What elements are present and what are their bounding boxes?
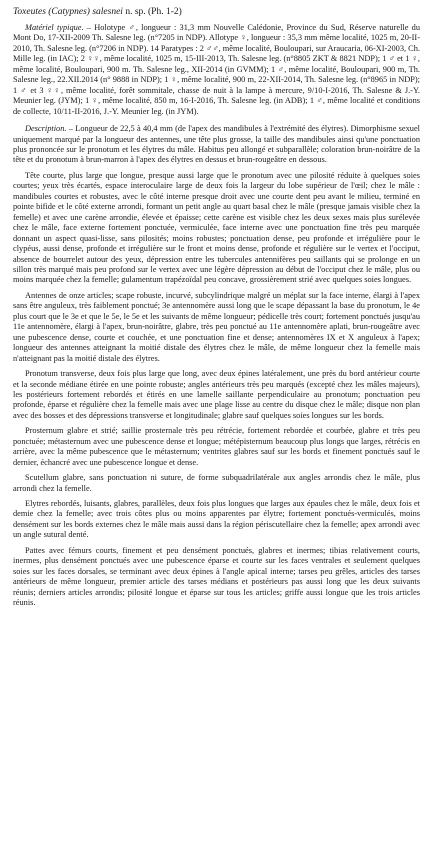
species-heading — [13, 6, 420, 18]
type-material-text: – Holotype ♂, longueur : 31,3 mm Nouvelle Calédonie, Province du Sud, Réserve naturelle du Mont Do, 17-XII-2009 Th. Salesne leg. (n°7205 in NDP). Allotype ♀, longueur : 35,3 mm même localité, 1025 m, 20-II-2010, Th. Salesne leg. (n°7206 in NDP). 14 Paratypes : 2 ♂♂, même localité, Bouloupari, sur Araucaria, 06-XI-2003, Ch. Mille leg. (in IAC); 2 ♀♀, même localité, 1025 m, 15-III-2013, Th. Salesne leg. (n°8805 ZKT & 8821 NDP); 1 ♂ et 1 ♀, même localité, Bouloupari, 900 m. Th. Salesne leg., XII-2014 (in GVMM); 1 ♂, même localité, Bouloupari, 900 m, Th. Salesne leg., 22.XII.2014 (n° 9888 in NDP); 1 ♀, même localité, 900 m, 22-XII-2014, Th. Salesne leg. (n°8965 in NDP); 1 ♂ et 3 ♀♀, même localité, forêt sommitale, chasse de nuit à la lampe à mercure, 9/10-I-2016, Th. Salesne & J.-Y. Meunier leg. (JYM); 1 ♀, même localité, 850 m, 16-I-2016, Th. Salesne leg. (in ADB); 1 ♂, même localité et conditions de collecte, 10/11-II-2016, J.-Y. Meunier leg. (in JYM). — [13, 23, 420, 116]
paragraph-scutellum: Scutellum glabre, sans ponctuation ni suture, de forme subquadrilatérale aux angles arrondis chez le mâle, plus arrondi chez la femelle. — [13, 473, 420, 493]
species-name: Toxeutes (Catypnes) salesnei — [13, 7, 123, 17]
description-paragraph — [13, 124, 420, 166]
type-material-paragraph — [13, 23, 420, 117]
paragraph-legs: Pattes avec fémurs courts, finement et peu densément ponctués, glabres et inermes; tibias relativement courts, inermes, plus densément ponctués avec une pubescence éparse et courte sur les faces ventrales et seulement quelques soies sur les faces dorsales, se terminant avec deux épines à l'angle apical interne; tarses peu grêles, articles des tarses antérieurs de même longueur, premier article des tarses médians et postérieurs pas aussi long que les deux suivants réunis; derniers articles arrondis; pilosité longue et éparse sur tous les articles; griffe aussi longue que les trois articles réunis. — [13, 545, 420, 608]
paragraph-prosternum: Prosternum glabre et strié; saillie prosternale très peu rétrécie, fortement rebordée et courbée, glabre et très peu ponctuée; métasternum avec une pubescence dense et longue; métépisternum beaucoup plus longs que larges, rétrécis en arrière, avec la même pubescence que le métasternum; ventrites glabres sauf sur les bords et finement ponctués sauf le dernier, échancré avec une pubescence longue et dense. — [13, 426, 420, 467]
paragraph-antennae: Antennes de onze articles; scape robuste, incurvé, subcylindrique malgré un méplat sur la face interne, élargi à l'apex sans être anguleux, très faiblement ponctué; 3e antennomère aussi long que le scape dépassant la base du pronotum, le 4e plus court que le 3e et que le 5e, le 5e et les suivants de même longueur; pédicelle très court; fortement ponctués jusqu'au 11e antennomère, élargi à l'apex, brun-noirâtre, glabre, très peu ponctué au 11e antennomère aplati, brun-rougeâtre avec une pubescence dense, courte et couchée, et une ponctuation fine et dense; antennomères IX et X anguleux à l'apex; longueur des antennes atteignant la moitié distale des élytres chez le mâle, de même longueur chez la femelle mais n'atteignant pas la moitié distale des élytres. — [13, 290, 420, 363]
paragraph-elytra: Elytres rebordés, luisants, glabres, parallèles, deux fois plus longues que larges aux épaules chez le mâle, deux fois et demie chez la femelle; avec trois côtes plus ou moins apparentes par élytre; fortement ponctués-vermiculés, moins densément sur les bords externes chez le mâle mais aussi dans la région périscutellaire chez la femelle; apex arrondi avec un angle sutural denté. — [13, 499, 420, 540]
paragraph-pronotum: Pronotum transverse, deux fois plus large que long, avec deux épines latéralement, une près du bord antérieur courte et la seconde médiane étirée en une pointe robuste; angles antérieurs très peu marqués (excepté chez les mâles majeurs), les postérieurs fortement rebordés et étirés en une lamelle saillante perpendiculaire au pronotum; ponctuation peu profonde, éparse et régulière chez la femelle mais avec une plage lisse au centre du disque chez le mâle; disque non plan avec des bosses et des dépressions transverse et longitudinale; glabre sauf quelques soies longues sur les bords. — [13, 369, 420, 420]
description-lead: Description. — [25, 124, 67, 134]
paragraph-head: Tête courte, plus large que longue, presque aussi large que le pronotum avec une pilosité réduite à quelques soies courtes; yeux très écartés, espace interoculaire large de deux fois la largeur du lobe supérieur de l'œil; chez le mâle : mandibules courtes et robustes, avec le côté interne presque droit avec une courte dent peu avant le milieu, terminé en pointe bifide et le côté externe arrondi, formant un petit angle au quart basal chez le mâle (presque jamais visible chez la femelle) et avec une carène arrondie, élevée et épaisse; cette carène est visible chez les deux sexes mais plus surélevée chez le mâle, face externe fortement ponctuée, vermiculée, face interne avec une ponctuation fine très peu marquée donnant un aspect quasi-lisse, sans pilosités; moins robustes; ponctuation dense, peu profonde et irrégulière pour le clypéus, aussi dense, profonde et irrégulière sur le front et moins dense, profonde et régulière sur le vertex et l'occiput, absence de bourrelet autour des yeux, dépression entre les tubercules antennifères peu saillants qui se prolonge en un sillon très marqué mais peu profond sur le vertex avec une légère dépression au début de l'occiput chez le mâle, plus ou moins marquée chez la femelle; gulamentum trapézoïdal peu concave, grossièrement strié avec quelques soies longues. — [13, 170, 420, 285]
description-text: – Longueur de 22,5 à 40,4 mm (de l'apex des mandibules à l'extrémité des élytres). Dimorphisme sexuel uniquement marqué par la longueur des antennes, une tête plus grosse, la taille des mandibules ainsi qu'une ponctuation plus prononcée sur le pronotum et les élytres du mâle. Habitus peu allongé et subparallèle; coloration brun-noirâtre de la tête et du pronotum à brun-marron à l'apex des élytres en dessus et brun-rougeâtre en dessous. — [13, 124, 420, 165]
type-material-lead: Matériel typique. — [25, 23, 84, 32]
species-suffix: n. sp. (Ph. 1-2) — [122, 7, 182, 17]
